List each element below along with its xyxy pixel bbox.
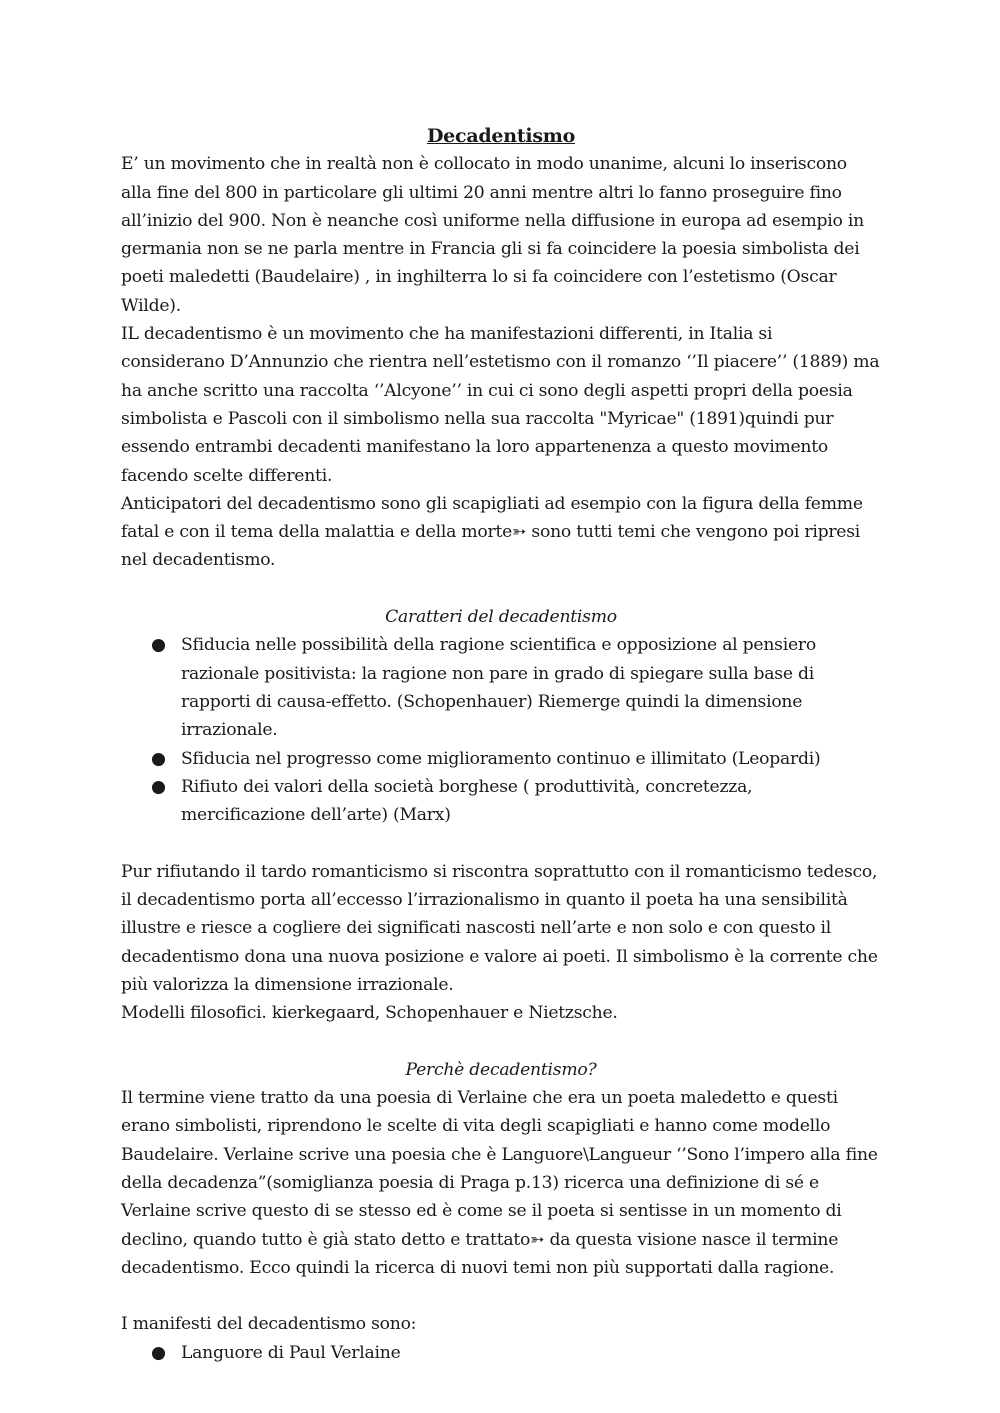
list-item bbox=[121, 745, 881, 773]
section-heading-perche: Perchè decadentismo? bbox=[405, 1059, 597, 1080]
document-page bbox=[121, 122, 881, 1367]
manifesti-list bbox=[121, 1339, 881, 1367]
spacer bbox=[121, 1282, 881, 1310]
bullet-icon: ● bbox=[151, 635, 166, 656]
list-item-text: Sfiducia nelle possibilità della ragione scientifica e opposizione al pensiero razionale positivista: la ragione non pare in grado di spiegare sulla base di rapporti di causa-effetto. (Schopenhauer) Riemerge quindi la dimensione irrazionale. bbox=[181, 635, 816, 741]
spacer bbox=[121, 1028, 881, 1056]
manifesti-intro: I manifesti del decadentismo sono: bbox=[121, 1314, 417, 1335]
caratteri-list bbox=[121, 631, 881, 829]
document-title: Decadentismo bbox=[426, 125, 576, 147]
spacer bbox=[121, 575, 881, 603]
list-item-text: Sfiducia nel progresso come miglioramento continuo e illimitato (Leopardi) bbox=[181, 748, 821, 769]
list-item bbox=[121, 631, 881, 744]
intro-paragraph-2: IL decadentismo è un movimento che ha manifestazioni differenti, in Italia si considerano D’Annunzio che rientra nell’estetismo con il romanzo ‘’Il piacere’’ (1889) ma ha anche scritto una raccolta ‘’Alcyone’’ in cui ci sono degli aspetti propri della poesia simbolista e Pascoli con il simbolismo nella sua raccolta "Myricae" (1891)quindi pur essendo entrambi decadenti manifestano la loro appartenenza a questo movimento facendo scelte differenti. bbox=[121, 324, 880, 486]
section-heading-caratteri: Caratteri del decadentismo bbox=[385, 607, 617, 628]
list-item bbox=[121, 1339, 881, 1367]
bullet-icon: ● bbox=[151, 776, 166, 797]
modelli-filosofici-line: Modelli filosofici. kierkegaard, Schopenhauer e Nietzsche. bbox=[121, 1003, 618, 1024]
list-item bbox=[121, 773, 881, 830]
intro-paragraph-1: E’ un movimento che in realtà non è collocato in modo unanime, alcuni lo inseriscono alla fine del 800 in particolare gli ultimi 20 anni mentre altri lo fanno proseguire fino all’inizio del 900. Non è neanche così uniforme nella diffusione in europa ad esempio in germania non se ne parla mentre in Francia gli si fa coincidere la poesia simbolista dei poeti maledetti (Baudelaire) , in inghilterra lo si fa coincidere con l’estetismo (Oscar Wilde). bbox=[121, 154, 864, 316]
list-item-text: Rifiuto dei valori della società borghese ( produttività, concretezza, mercificazione dell’arte) (Marx) bbox=[181, 776, 753, 826]
perche-paragraph: Il termine viene tratto da una poesia di Verlaine che era un poeta maledetto e questi erano simbolisti, riprendono le scelte di vita degli scapigliati e hanno come modello Baudelaire. Verlaine scrive una poesia che è Languore\Langueur ‘’Sono l’impero alla fine della decadenza”(somiglianza poesia di Praga p.13) ricerca una definizione di sé e Verlaine scrive questo di se stesso ed è come se il poeta si sentisse in un momento di declino, quando tutto è già stato detto e trattato➳ da questa visione nasce il termine decadentismo. Ecco quindi la ricerca di nuovi temi non più supportati dalla ragione. bbox=[121, 1088, 878, 1278]
bullet-icon: ● bbox=[151, 748, 166, 769]
intro-paragraph-3: Anticipatori del decadentismo sono gli scapigliati ad esempio con la figura della femme fatal e con il tema della malattia e della morte➳ sono tutti temi che vengono poi ripresi nel decadentismo. bbox=[121, 493, 863, 571]
romanticismo-paragraph: Pur rifiutando il tardo romanticismo si riscontra soprattutto con il romanticismo tedesco, il decadentismo porta all’eccesso l’irrazionalismo in quanto il poeta ha una sensibilità illustre e riesce a cogliere dei significati nascosti nell’arte e non solo e con questo il decadentismo dona una nuova posizione e valore ai poeti. Il simbolismo è la corrente che più valorizza la dimensione irrazionale. bbox=[121, 861, 878, 995]
bullet-icon: ● bbox=[151, 1342, 166, 1363]
list-item-text: Languore di Paul Verlaine bbox=[181, 1342, 401, 1363]
spacer bbox=[121, 829, 881, 857]
